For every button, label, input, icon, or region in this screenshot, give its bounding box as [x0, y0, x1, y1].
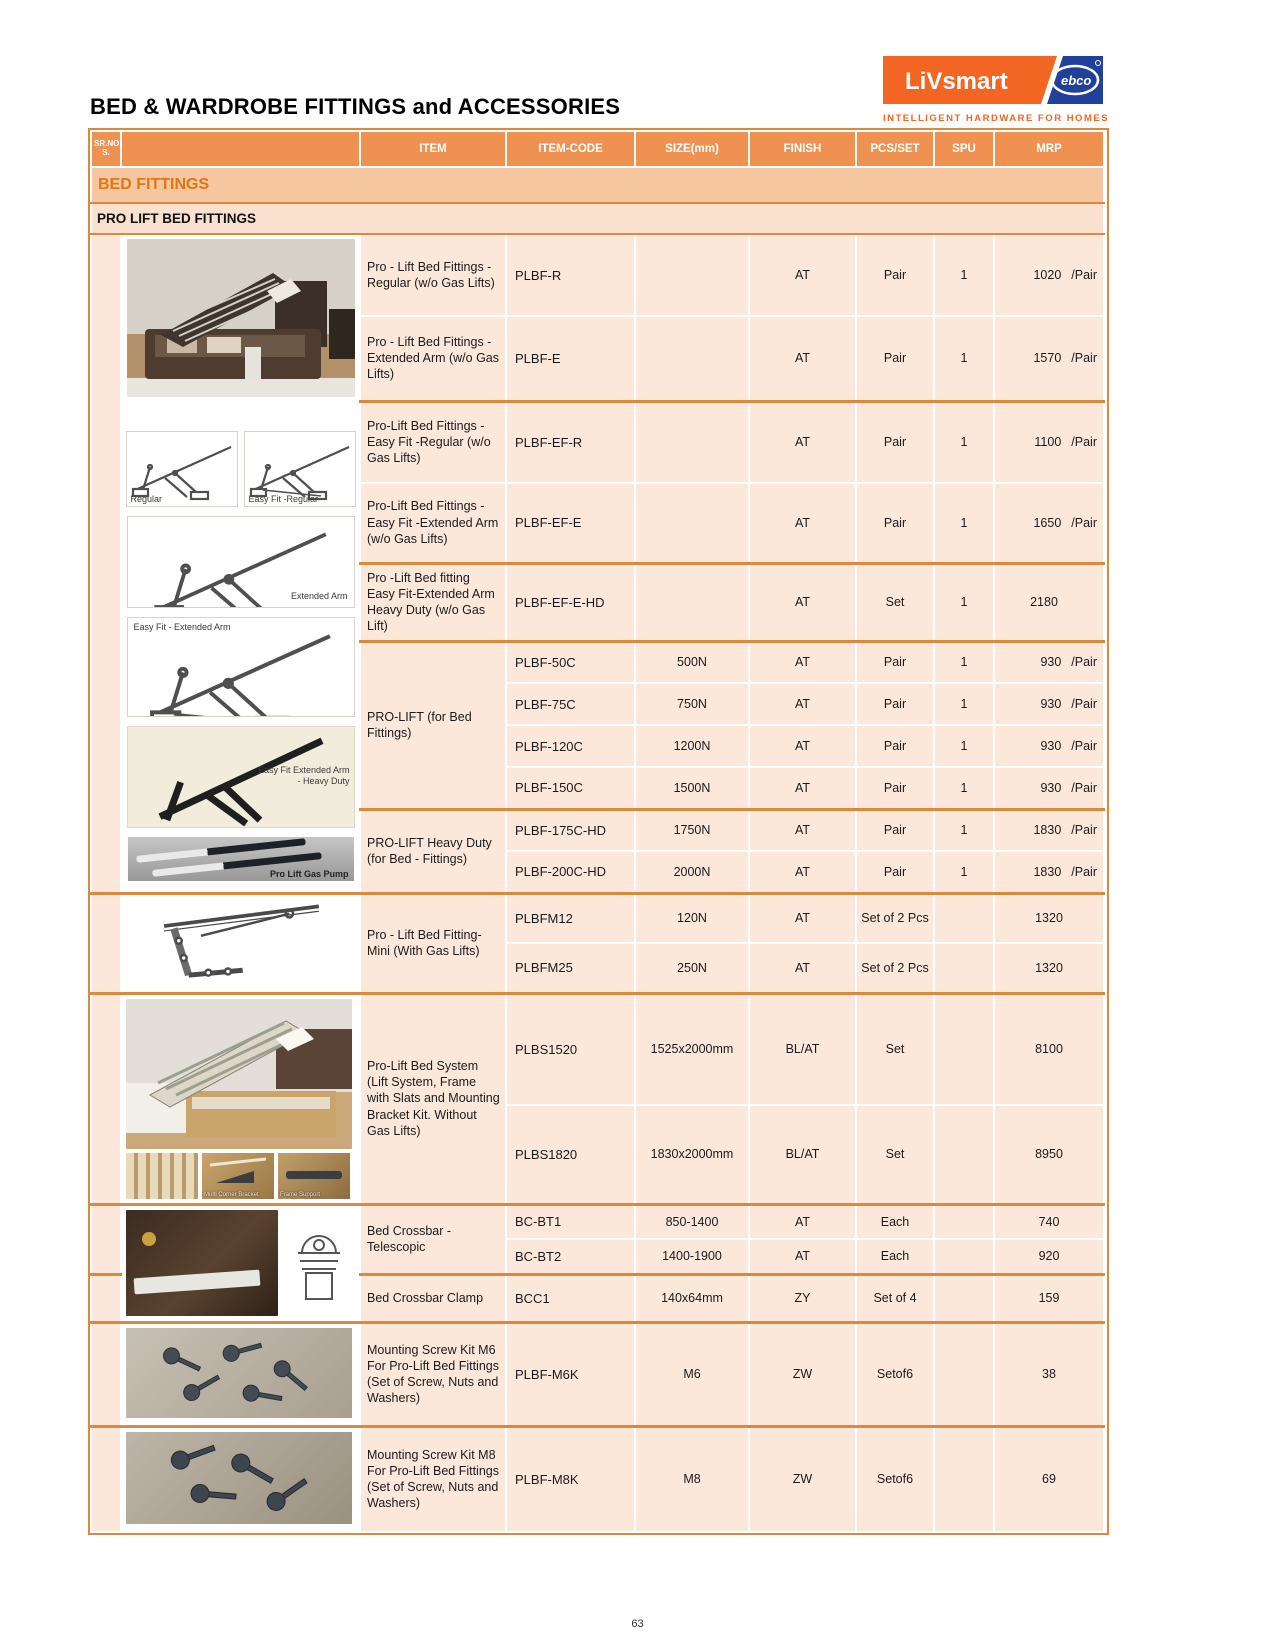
diagram-easyfit-extended-hd	[127, 726, 355, 828]
size-cell: M8	[635, 1426, 749, 1532]
item-group-cell: Pro-Lift Bed System (Lift System, Frame with Slats and Mounting Bracket Kit. Without Gas Lifts)	[360, 993, 506, 1204]
item-code-cell: PLBFM12	[506, 893, 635, 943]
pcs-cell: Set	[856, 1105, 934, 1204]
pcs-cell: Pair	[856, 234, 934, 316]
pcs-cell: Pair	[856, 401, 934, 483]
spu-cell	[934, 1322, 994, 1426]
section-band-bed-fittings	[91, 167, 1104, 203]
size-cell: 500N	[635, 641, 749, 683]
size-cell: 2000N	[635, 851, 749, 893]
page-number: 63	[631, 1618, 644, 1630]
size-cell: 140x64mm	[635, 1274, 749, 1322]
subbrand-text: ebco	[1061, 73, 1092, 88]
mrp-cell: 8950	[994, 1105, 1104, 1204]
mrp-cell: 1020 /Pair	[994, 234, 1104, 316]
item-code-cell: PLBF-M8K	[506, 1426, 635, 1532]
size-cell	[635, 563, 749, 641]
crossbar-clamp-diagram	[288, 1215, 350, 1311]
crossbar-photo	[126, 1210, 278, 1316]
mrp-cell: 930 /Pair	[994, 725, 1104, 767]
mrp-cell: 930 /Pair	[994, 683, 1104, 725]
photo-caption: Pro Lift Gas Pump	[269, 869, 349, 879]
item-code-cell: PLBFM25	[506, 943, 635, 993]
column-header-pcs-set: PCS/SET	[856, 131, 934, 167]
item-code-cell: PLBF-150C	[506, 767, 635, 809]
spu-cell	[934, 1274, 994, 1322]
finish-cell: BL/AT	[749, 993, 856, 1105]
item-code-cell: PLBF-E	[506, 316, 635, 401]
pcs-cell: Pair	[856, 683, 934, 725]
item-cell: Pro-Lift Bed Fittings - Easy Fit -Regular (w/o Gas Lifts)	[360, 401, 506, 483]
column-header-item-code: ITEM-CODE	[506, 131, 635, 167]
mrp-cell: 1570 /Pair	[994, 316, 1104, 401]
item-code-cell: PLBS1520	[506, 993, 635, 1105]
size-cell: 850-1400	[635, 1204, 749, 1239]
brand-logo	[883, 56, 1110, 124]
item-code-cell: PLBS1820	[506, 1105, 635, 1204]
mrp-cell: 1100 /Pair	[994, 401, 1104, 483]
screw-kit-photo	[126, 1432, 352, 1524]
pcs-cell: Pair	[856, 725, 934, 767]
size-cell: 750N	[635, 683, 749, 725]
pcs-cell: Setof6	[856, 1426, 934, 1532]
catalog-table	[90, 130, 1105, 1533]
item-cell: Pro-Lift Bed Fittings - Easy Fit -Extended Arm (w/o Gas Lifts)	[360, 483, 506, 563]
size-cell: 1750N	[635, 809, 749, 851]
diagram-caption: Extended Arm	[290, 591, 348, 601]
table-row	[91, 1322, 1104, 1426]
spu-cell: 1	[934, 234, 994, 316]
finish-cell: AT	[749, 234, 856, 316]
sr-cell	[91, 1274, 121, 1322]
item-group-cell: PRO-LIFT Heavy Duty (for Bed - Fittings)	[360, 809, 506, 893]
spu-cell: 1	[934, 809, 994, 851]
subsection-title: PRO LIFT BED FITTINGS	[91, 203, 1104, 234]
spu-cell: 1	[934, 401, 994, 483]
corner-bracket-thumb	[202, 1153, 274, 1199]
diagram-regular	[126, 431, 238, 507]
finish-cell: AT	[749, 893, 856, 943]
item-code-cell: PLBF-EF-E-HD	[506, 563, 635, 641]
finish-cell: AT	[749, 483, 856, 563]
finish-cell: AT	[749, 401, 856, 483]
finish-cell: AT	[749, 683, 856, 725]
item-code-cell: BCC1	[506, 1274, 635, 1322]
mrp-cell: 159	[994, 1274, 1104, 1322]
item-group-cell: PRO-LIFT (for Bed Fittings)	[360, 641, 506, 809]
frame-support-thumb	[278, 1153, 350, 1199]
table-row	[91, 1204, 1104, 1239]
item-cell: Mounting Screw Kit M8 For Pro-Lift Bed Fittings (Set of Screw, Nuts and Washers)	[360, 1426, 506, 1532]
pcs-cell: Setof6	[856, 1322, 934, 1426]
item-cell: Bed Crossbar Clamp	[360, 1274, 506, 1322]
lift-bed-photo	[127, 239, 355, 397]
item-cell: Pro -Lift Bed fitting Easy Fit-Extended Arm Heavy Duty (w/o Gas Lift)	[360, 563, 506, 641]
size-cell	[635, 483, 749, 563]
table-row	[91, 893, 1104, 943]
product-images-cell	[121, 234, 360, 893]
pcs-cell: Set of 2 Pcs	[856, 893, 934, 943]
table-row	[91, 993, 1104, 1105]
thumb-caption: Multi Corner Bracket	[204, 1191, 259, 1198]
pcs-cell: Pair	[856, 851, 934, 893]
spu-cell	[934, 943, 994, 993]
diagram-caption: Easy Fit - Extended Arm	[133, 622, 231, 632]
item-code-cell: PLBF-R	[506, 234, 635, 316]
mrp-cell: 930 /Pair	[994, 767, 1104, 809]
brand-tagline: INTELLIGENT HARDWARE FOR HOMES	[883, 113, 1110, 124]
size-cell: 1200N	[635, 725, 749, 767]
spu-cell: 1	[934, 483, 994, 563]
column-header-srno: SR.NO S.	[91, 131, 121, 167]
diagram-easyfit-extended-arm	[127, 617, 355, 717]
table-row	[91, 1426, 1104, 1532]
item-code-cell: PLBF-EF-R	[506, 401, 635, 483]
finish-cell: AT	[749, 809, 856, 851]
pcs-cell: Pair	[856, 641, 934, 683]
diagram-caption: Easy Fit -Regular	[248, 494, 319, 504]
finish-cell: ZW	[749, 1322, 856, 1426]
pcs-cell: Set of 4	[856, 1274, 934, 1322]
pcs-cell: Pair	[856, 767, 934, 809]
item-group-cell: Pro - Lift Bed Fitting- Mini (With Gas Lifts)	[360, 893, 506, 993]
pcs-cell: Each	[856, 1204, 934, 1239]
finish-cell: ZW	[749, 1426, 856, 1532]
size-cell	[635, 401, 749, 483]
column-header-size: SIZE(mm)	[635, 131, 749, 167]
pcs-cell: Pair	[856, 483, 934, 563]
spu-cell: 1	[934, 767, 994, 809]
size-cell: M6	[635, 1322, 749, 1426]
column-header-image	[121, 131, 360, 167]
item-group-cell: Bed Crossbar - Telescopic	[360, 1204, 506, 1274]
mrp-cell: 2180	[994, 563, 1104, 641]
size-cell: 1830x2000mm	[635, 1105, 749, 1204]
product-images-cell	[121, 1322, 360, 1426]
item-code-cell: PLBF-50C	[506, 641, 635, 683]
size-cell: 1525x2000mm	[635, 993, 749, 1105]
mrp-cell: 1320	[994, 943, 1104, 993]
product-images-cell	[121, 1426, 360, 1532]
finish-cell: BL/AT	[749, 1105, 856, 1204]
sr-cell	[91, 893, 121, 993]
diagram-easyfit-regular	[244, 431, 356, 507]
sr-cell	[91, 1204, 121, 1274]
brand-text: LiVsmart	[905, 68, 1008, 95]
slats-thumb	[126, 1153, 198, 1199]
spu-cell: 1	[934, 563, 994, 641]
diagram-caption: Easy Fit Extended Arm - Heavy Duty	[257, 765, 350, 786]
spu-cell	[934, 1426, 994, 1532]
item-code-cell: PLBF-M6K	[506, 1322, 635, 1426]
product-images-cell	[121, 893, 360, 993]
finish-cell: AT	[749, 1204, 856, 1239]
section-title: BED FITTINGS	[91, 167, 1104, 203]
pcs-cell: Each	[856, 1239, 934, 1274]
mini-fitting-diagram	[126, 899, 352, 985]
spu-cell: 1	[934, 851, 994, 893]
size-cell: 250N	[635, 943, 749, 993]
finish-cell: AT	[749, 767, 856, 809]
spu-cell	[934, 893, 994, 943]
section-band-pro-lift	[91, 203, 1104, 234]
column-header-mrp: MRP	[994, 131, 1104, 167]
spu-cell	[934, 1105, 994, 1204]
item-code-cell: PLBF-120C	[506, 725, 635, 767]
bed-system-photo	[126, 999, 352, 1149]
catalog-table-container	[88, 128, 1109, 1535]
item-code-cell: PLBF-200C-HD	[506, 851, 635, 893]
item-code-cell: PLBF-75C	[506, 683, 635, 725]
item-code-cell: PLBF-EF-E	[506, 483, 635, 563]
finish-cell: AT	[749, 641, 856, 683]
gas-pump-photo	[128, 837, 354, 881]
livsmart-ebco-logo	[883, 56, 1103, 104]
item-code-cell: BC-BT2	[506, 1239, 635, 1274]
mrp-cell: 1830 /Pair	[994, 809, 1104, 851]
diagram-extended-arm	[127, 516, 355, 608]
pcs-cell: Set	[856, 993, 934, 1105]
column-header-spu: SPU	[934, 131, 994, 167]
table-row	[91, 234, 1104, 316]
column-header-item: ITEM	[360, 131, 506, 167]
finish-cell: AT	[749, 725, 856, 767]
item-cell: Mounting Screw Kit M6 For Pro-Lift Bed Fittings (Set of Screw, Nuts and Washers)	[360, 1322, 506, 1426]
finish-cell: AT	[749, 316, 856, 401]
thumb-caption: Frame Support	[280, 1191, 321, 1198]
size-cell: 1500N	[635, 767, 749, 809]
mrp-cell: 38	[994, 1322, 1104, 1426]
spu-cell	[934, 1239, 994, 1274]
pcs-cell: Pair	[856, 316, 934, 401]
spu-cell: 1	[934, 316, 994, 401]
spu-cell	[934, 993, 994, 1105]
spu-cell: 1	[934, 683, 994, 725]
finish-cell: AT	[749, 563, 856, 641]
size-cell: 1400-1900	[635, 1239, 749, 1274]
spu-cell: 1	[934, 725, 994, 767]
column-header-finish: FINISH	[749, 131, 856, 167]
mrp-cell: 920	[994, 1239, 1104, 1274]
screw-kit-photo	[126, 1328, 352, 1418]
pcs-cell: Pair	[856, 809, 934, 851]
mrp-cell: 1650 /Pair	[994, 483, 1104, 563]
diagram-caption: Regular	[130, 494, 163, 504]
finish-cell: ZY	[749, 1274, 856, 1322]
page-title: BED & WARDROBE FITTINGS and ACCESSORIES	[90, 94, 621, 119]
mrp-cell: 1830 /Pair	[994, 851, 1104, 893]
finish-cell: AT	[749, 943, 856, 993]
size-cell	[635, 234, 749, 316]
finish-cell: AT	[749, 851, 856, 893]
item-code-cell: BC-BT1	[506, 1204, 635, 1239]
pcs-cell: Set of 2 Pcs	[856, 943, 934, 993]
item-cell: Pro - Lift Bed Fittings - Regular (w/o Gas Lifts)	[360, 234, 506, 316]
mrp-cell: 930 /Pair	[994, 641, 1104, 683]
product-images-cell	[121, 1204, 360, 1322]
mrp-cell: 69	[994, 1426, 1104, 1532]
sr-cell	[91, 1322, 121, 1426]
product-images-cell	[121, 993, 360, 1204]
item-code-cell: PLBF-175C-HD	[506, 809, 635, 851]
sr-cell	[91, 1426, 121, 1532]
finish-cell: AT	[749, 1239, 856, 1274]
sr-cell	[91, 993, 121, 1204]
mrp-cell: 1320	[994, 893, 1104, 943]
mrp-cell: 740	[994, 1204, 1104, 1239]
header-row	[91, 131, 1104, 167]
sr-cell	[91, 234, 121, 893]
size-cell	[635, 316, 749, 401]
item-cell: Pro - Lift Bed Fittings - Extended Arm (w/o Gas Lifts)	[360, 316, 506, 401]
pcs-cell: Set	[856, 563, 934, 641]
spu-cell	[934, 1204, 994, 1239]
mrp-cell: 8100	[994, 993, 1104, 1105]
spu-cell: 1	[934, 641, 994, 683]
size-cell: 120N	[635, 893, 749, 943]
